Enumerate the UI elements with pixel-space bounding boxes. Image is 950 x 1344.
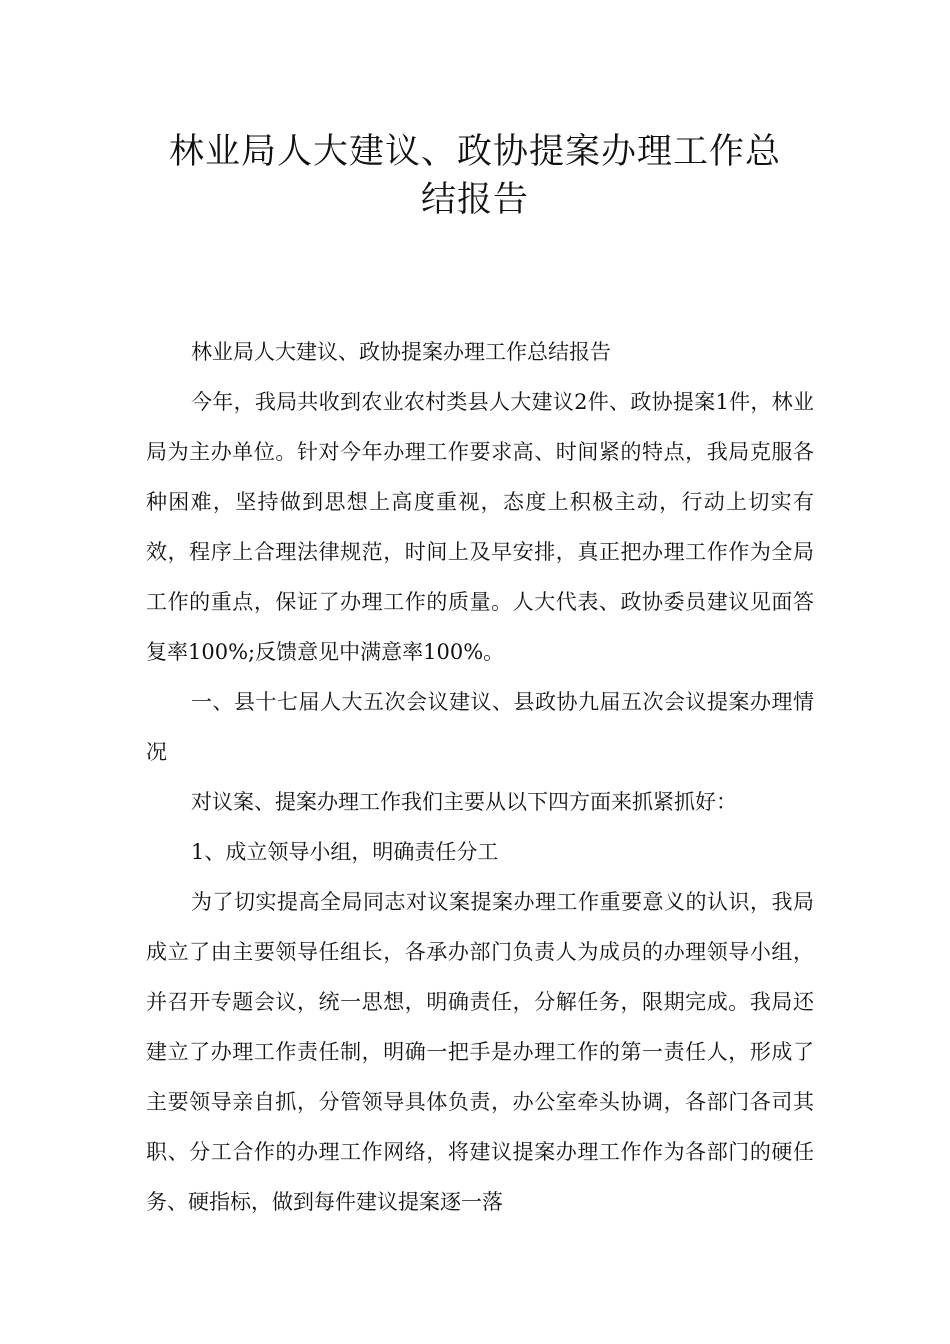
paragraph-overview: 对议案、提案办理工作我们主要从以下四方面来抓紧抓好： (191, 790, 737, 814)
document-body (146, 327, 814, 1227)
paragraph-intro: 今年，我局共收到农业农村类县人大建议2件、政协提案1件，林业局为主办单位。针对今年办理工作要求高、时间紧的特点，我局克服各种困难，坚持做到思想上高度重视，态度上积极主动，行动上切实有效，程序上合理法律规范，时间上及早安排，真正把办理工作作为全局工作的重点，保证了办理工作的质量。人大代表、政协委员建议见面答复率100%;反馈意见中满意率100%。 (146, 390, 814, 664)
paragraph-section-heading: 一、县十七届人大五次会议建议、县政协九届五次会议提案办理情况 (146, 690, 814, 764)
title-line-2: 结报告 (420, 180, 529, 220)
title-line-1: 林业局人大建议、政协提案办理工作总 (168, 132, 781, 172)
paragraph-subtitle: 林业局人大建议、政协提案办理工作总结报告 (191, 340, 611, 364)
paragraph-item-body: 为了切实提高全局同志对议案提案办理工作重要意义的认识，我局成立了由主要领导任组长，各承办部门负责人为成员的办理领导小组，并召开专题会议，统一思想，明确责任，分解任务，限期完成。我局还建立了办理工作责任制，明确一把手是办理工作的第一责任人，形成了主要领导亲自抓，分管领导具体负责，办公室牵头协调，各部门各司其职、分工合作的办理工作网络，将建议提案办理工作作为各部门的硬任务、硬指标，做到每件建议提案逐一落 (146, 890, 814, 1214)
paragraph-item-heading: 1、成立领导小组，明确责任分工 (191, 840, 499, 864)
document-title (120, 128, 830, 224)
